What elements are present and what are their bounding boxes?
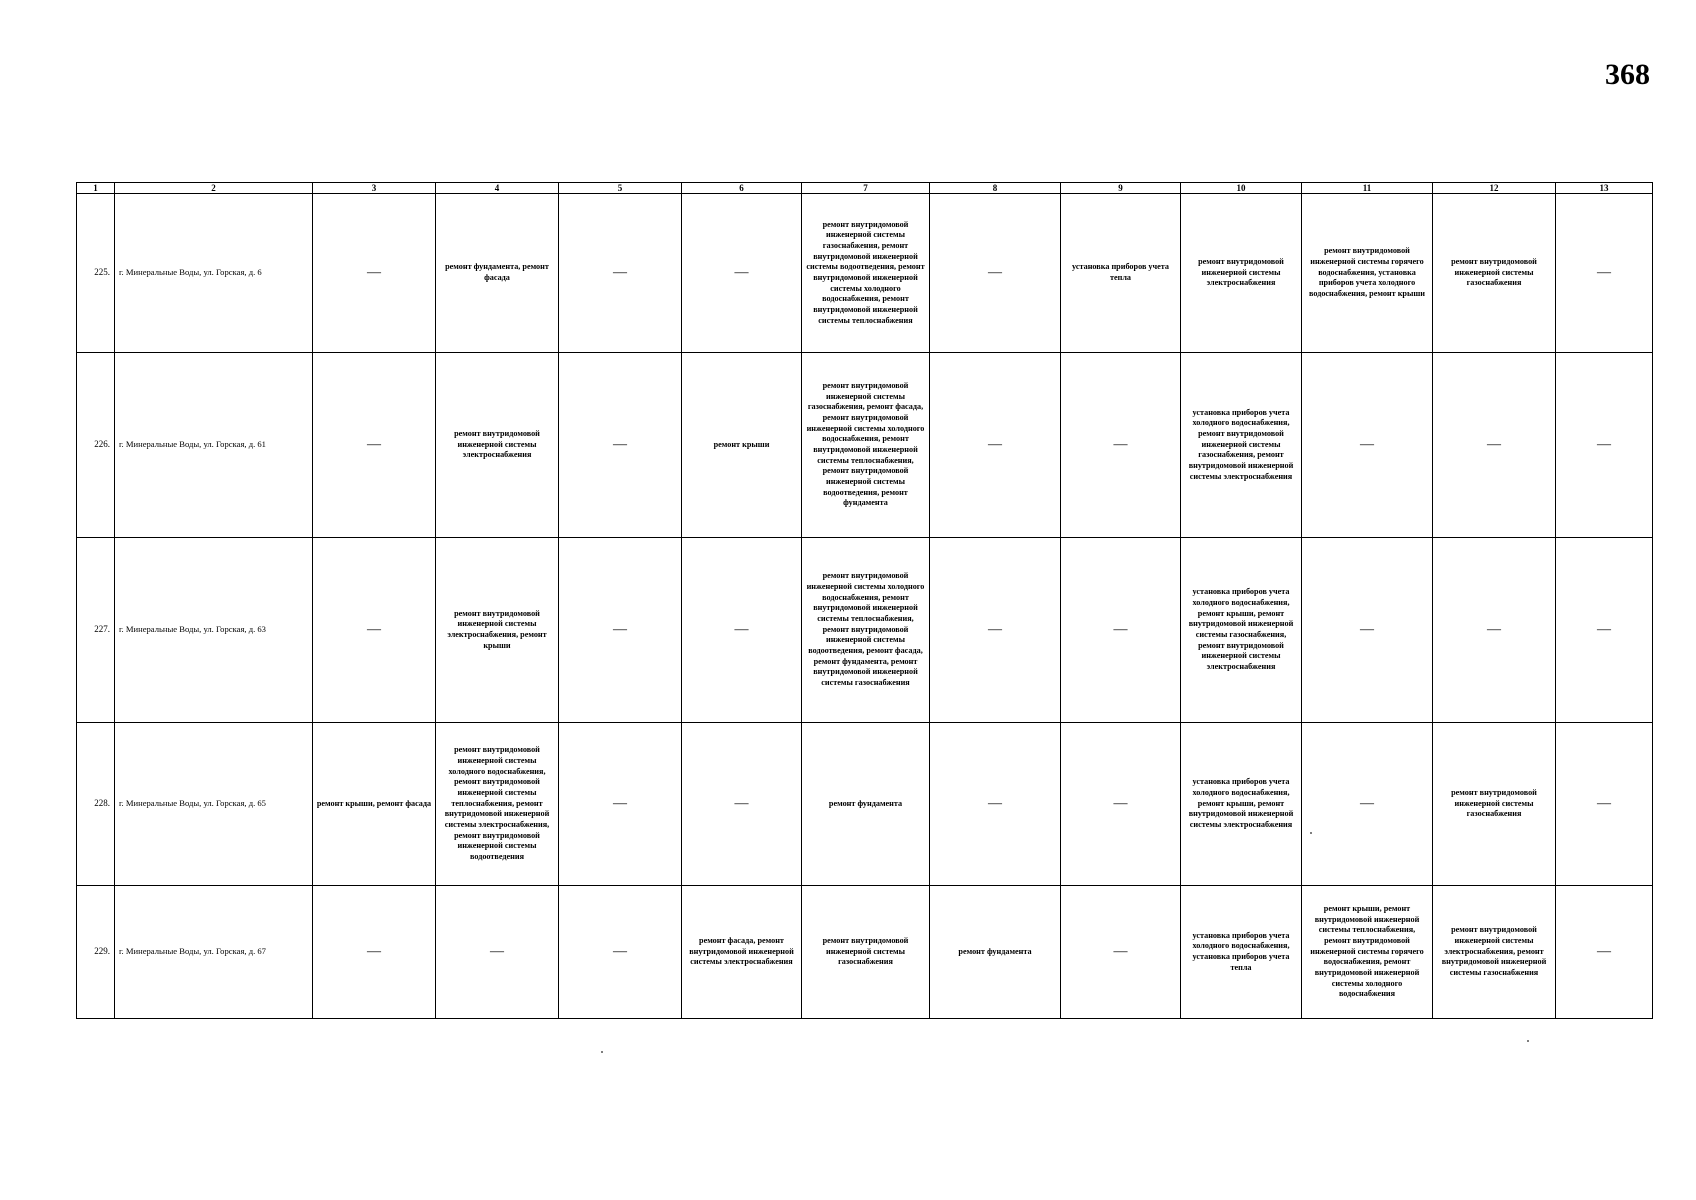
work-type-cell: — [1556,194,1653,353]
work-type-cell: — [1061,538,1181,723]
work-type-cell: ремонт внутридомовой инженерной системы газоснабжения [1433,194,1556,353]
address-cell: г. Минеральные Воды, ул. Горская, д. 6 [115,194,313,353]
table-body [77,194,1653,1019]
work-type-cell: — [1302,538,1433,723]
work-type-cell: ремонт крыши, ремонт фасада [313,723,436,886]
work-type-cell: — [559,194,682,353]
work-type-cell: ремонт внутридомовой инженерной системы газоснабжения [802,886,930,1019]
work-type-cell: — [1556,723,1653,886]
column-number: 10 [1181,183,1302,194]
column-number: 12 [1433,183,1556,194]
work-type-cell: — [313,886,436,1019]
work-type-cell: ремонт фундамента, ремонт фасада [436,194,559,353]
work-type-cell: — [930,538,1061,723]
row-number-cell: 225. [77,194,115,353]
scan-speck [1527,1040,1529,1042]
work-type-cell: ремонт крыши, ремонт внутридомовой инженерной системы теплоснабжения, ремонт внутридомовой инженерной системы горячего водоснабжения, ремонт внутридомовой инженерной системы холодного водоснабжения [1302,886,1433,1019]
work-type-cell: — [930,723,1061,886]
work-type-cell: ремонт фасада, ремонт внутридомовой инженерной системы электроснабжения [682,886,802,1019]
column-number: 5 [559,183,682,194]
column-number: 11 [1302,183,1433,194]
work-type-cell: — [559,538,682,723]
work-type-cell: ремонт внутридомовой инженерной системы газоснабжения [1433,723,1556,886]
work-type-cell: — [1433,353,1556,538]
work-type-cell: установка приборов учета тепла [1061,194,1181,353]
work-type-cell: ремонт крыши [682,353,802,538]
work-type-cell: ремонт внутридомовой инженерной системы электроснабжения, ремонт внутридомовой инженерной системы газоснабжения [1433,886,1556,1019]
work-type-cell: — [1061,886,1181,1019]
table-row [77,194,1653,353]
column-number: 9 [1061,183,1181,194]
work-type-cell: ремонт фундамента [802,723,930,886]
address-cell: г. Минеральные Воды, ул. Горская, д. 61 [115,353,313,538]
work-type-cell: — [1302,723,1433,886]
work-type-cell: — [313,538,436,723]
work-type-cell: — [313,353,436,538]
row-number-cell: 229. [77,886,115,1019]
work-type-cell: — [559,886,682,1019]
work-type-cell: установка приборов учета холодного водоснабжения, ремонт крыши, ремонт внутридомовой инженерной системы газоснабжения, ремонт внутридомовой инженерной системы электроснабжения [1181,538,1302,723]
work-type-cell: — [682,538,802,723]
work-type-cell: — [313,194,436,353]
work-type-cell: — [682,194,802,353]
scan-speck [601,1051,603,1053]
work-type-cell: — [1556,538,1653,723]
repair-schedule-table [76,182,1653,1019]
work-type-cell: ремонт внутридомовой инженерной системы газоснабжения, ремонт внутридомовой инженерной системы водоотведения, ремонт внутридомовой инженерной системы холодного водоснабжения, ремонт внутридомовой инженерной системы теплоснабжения [802,194,930,353]
scan-speck [1310,832,1312,834]
column-number: 7 [802,183,930,194]
work-type-cell: установка приборов учета холодного водоснабжения, ремонт внутридомовой инженерной системы газоснабжения, ремонт внутридомовой инженерной системы электроснабжения [1181,353,1302,538]
work-type-cell: установка приборов учета холодного водоснабжения, установка приборов учета тепла [1181,886,1302,1019]
address-cell: г. Минеральные Воды, ул. Горская, д. 63 [115,538,313,723]
work-type-cell: ремонт внутридомовой инженерной системы электроснабжения, ремонт крыши [436,538,559,723]
column-number: 1 [77,183,115,194]
column-number: 2 [115,183,313,194]
table-row [77,353,1653,538]
column-number: 8 [930,183,1061,194]
table-row [77,723,1653,886]
work-type-cell: — [930,194,1061,353]
work-type-cell: — [1302,353,1433,538]
work-type-cell: — [1061,723,1181,886]
page-number: 368 [1605,58,1650,91]
work-type-cell: установка приборов учета холодного водоснабжения, ремонт крыши, ремонт внутридомовой инженерной системы электроснабжения [1181,723,1302,886]
work-type-cell: — [682,723,802,886]
work-type-cell: — [930,353,1061,538]
work-type-cell: — [1061,353,1181,538]
work-type-cell: — [559,723,682,886]
row-number-cell: 228. [77,723,115,886]
column-number: 13 [1556,183,1653,194]
work-type-cell: ремонт фундамента [930,886,1061,1019]
work-type-cell: ремонт внутридомовой инженерной системы газоснабжения, ремонт фасада, ремонт внутридомовой инженерной системы холодного водоснабжения, ремонт внутридомовой инженерной системы теплоснабжения, ремонт внутридомовой инженерной системы водоотведения, ремонт фундамента [802,353,930,538]
work-type-cell: — [559,353,682,538]
repair-schedule-table-container [76,182,1652,1019]
column-number: 6 [682,183,802,194]
table-row [77,538,1653,723]
column-number: 4 [436,183,559,194]
table-row [77,886,1653,1019]
work-type-cell: ремонт внутридомовой инженерной системы электроснабжения [1181,194,1302,353]
column-number-row [77,183,1653,194]
work-type-cell: — [1556,886,1653,1019]
work-type-cell: — [1556,353,1653,538]
row-number-cell: 227. [77,538,115,723]
work-type-cell: — [436,886,559,1019]
address-cell: г. Минеральные Воды, ул. Горская, д. 65 [115,723,313,886]
work-type-cell: — [1433,538,1556,723]
work-type-cell: ремонт внутридомовой инженерной системы холодного водоснабжения, ремонт внутридомовой инженерной системы теплоснабжения, ремонт внутридомовой инженерной системы электроснабжения, ремонт внутридомовой инженерной системы водоотведения [436,723,559,886]
work-type-cell: ремонт внутридомовой инженерной системы холодного водоснабжения, ремонт внутридомовой инженерной системы теплоснабжения, ремонт внутридомовой инженерной системы водоотведения, ремонт фасада, ремонт фундамента, ремонт внутридомовой инженерной системы газоснабжения [802,538,930,723]
work-type-cell: ремонт внутридомовой инженерной системы электроснабжения [436,353,559,538]
work-type-cell: ремонт внутридомовой инженерной системы горячего водоснабжения, установка приборов учета холодного водоснабжения, ремонт крыши [1302,194,1433,353]
column-number: 3 [313,183,436,194]
address-cell: г. Минеральные Воды, ул. Горская, д. 67 [115,886,313,1019]
row-number-cell: 226. [77,353,115,538]
